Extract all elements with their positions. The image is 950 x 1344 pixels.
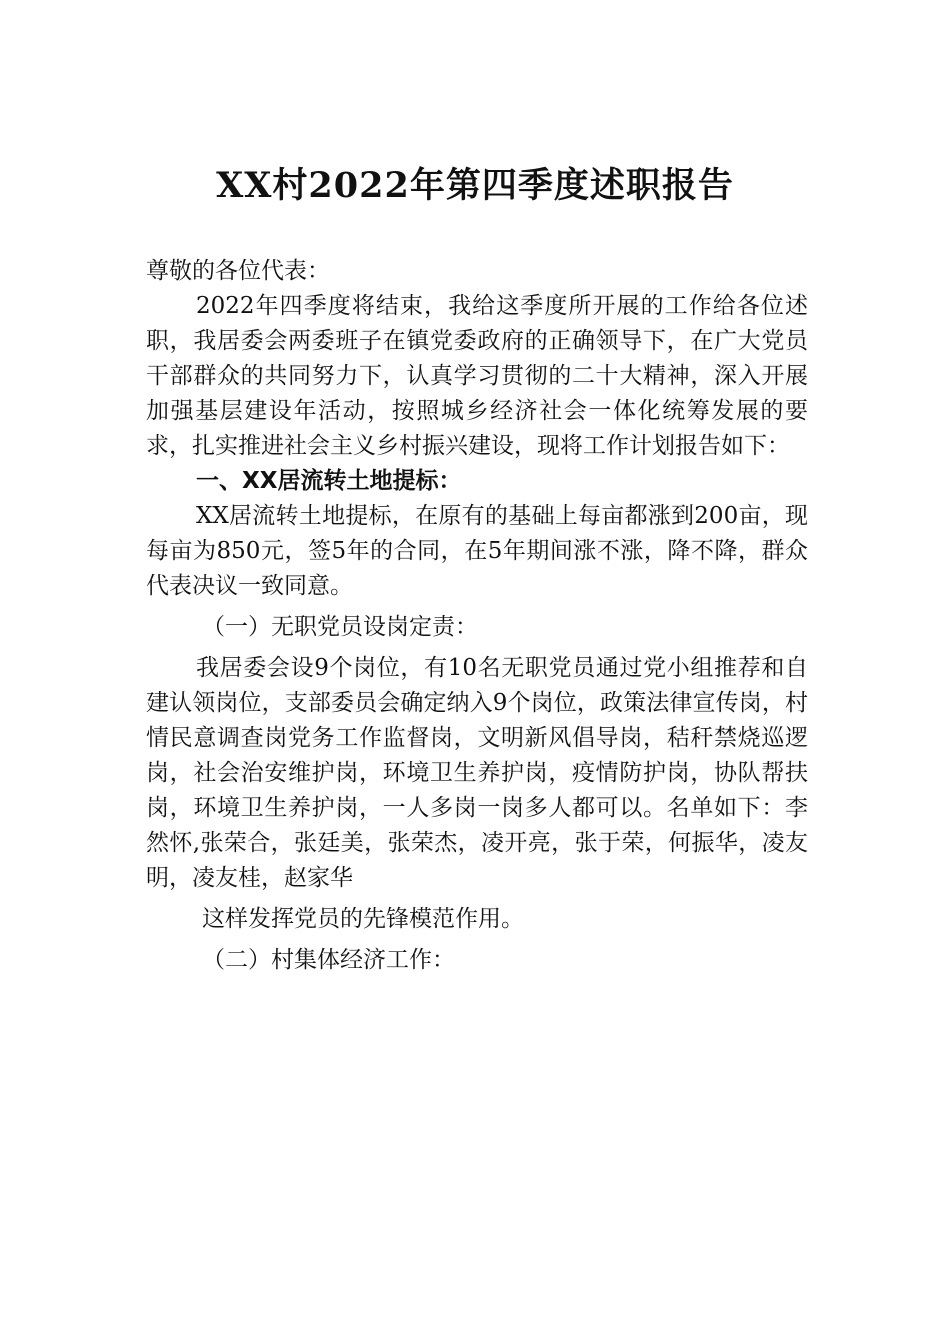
salutation: 尊敬的各位代表： (146, 258, 330, 284)
document-body (146, 254, 808, 978)
subsection-1-paragraph: 我居委会设9个岗位，有10名无职党员通过党小组推荐和自建认领岗位，支部委员会确定纳入9个岗位，政策法律宣传岗，村情民意调查岗党务工作监督岗，文明新风倡导岗，秸秆禁烧巡逻岗，社会治安维护岗，环境卫生养护岗，疫情防护岗，协队帮扶岗，环境卫生养护岗，一人多岗一岗多人都可以。名单如下：李然怀,张荣合，张廷美，张荣杰，凌开亮，张于荣，何振华，凌友明，凌友桂，赵家华 (146, 655, 808, 891)
subsection-2-heading: （二）村集体经济工作： (202, 947, 455, 973)
subsection-1-closing: 这样发挥党员的先锋模范作用。 (202, 906, 524, 932)
document-title: XX村2022年第四季度述职报告 (216, 165, 734, 206)
section-1-heading: 一、XX居流转土地提标： (196, 468, 462, 494)
section-1-paragraph: XX居流转土地提标，在原有的基础上每亩都涨到200亩，现每亩为850元，签5年的合同，在5年期间涨不涨，降不降，群众代表决议一致同意。 (146, 503, 808, 599)
subsection-1-heading: （一）无职党员设岗定责： (202, 614, 478, 640)
intro-paragraph: 2022年四季度将结束，我给这季度所开展的工作给各位述职，我居委会两委班子在镇党委政府的正确领导下，在广大党员干部群众的共同努力下，认真学习贯彻的二十大精神，深入开展加强基层建设年活动，按照城乡经济社会一体化统筹发展的要求，扎实推进社会主义乡村振兴建设，现将工作计划报告如下： (146, 293, 808, 459)
